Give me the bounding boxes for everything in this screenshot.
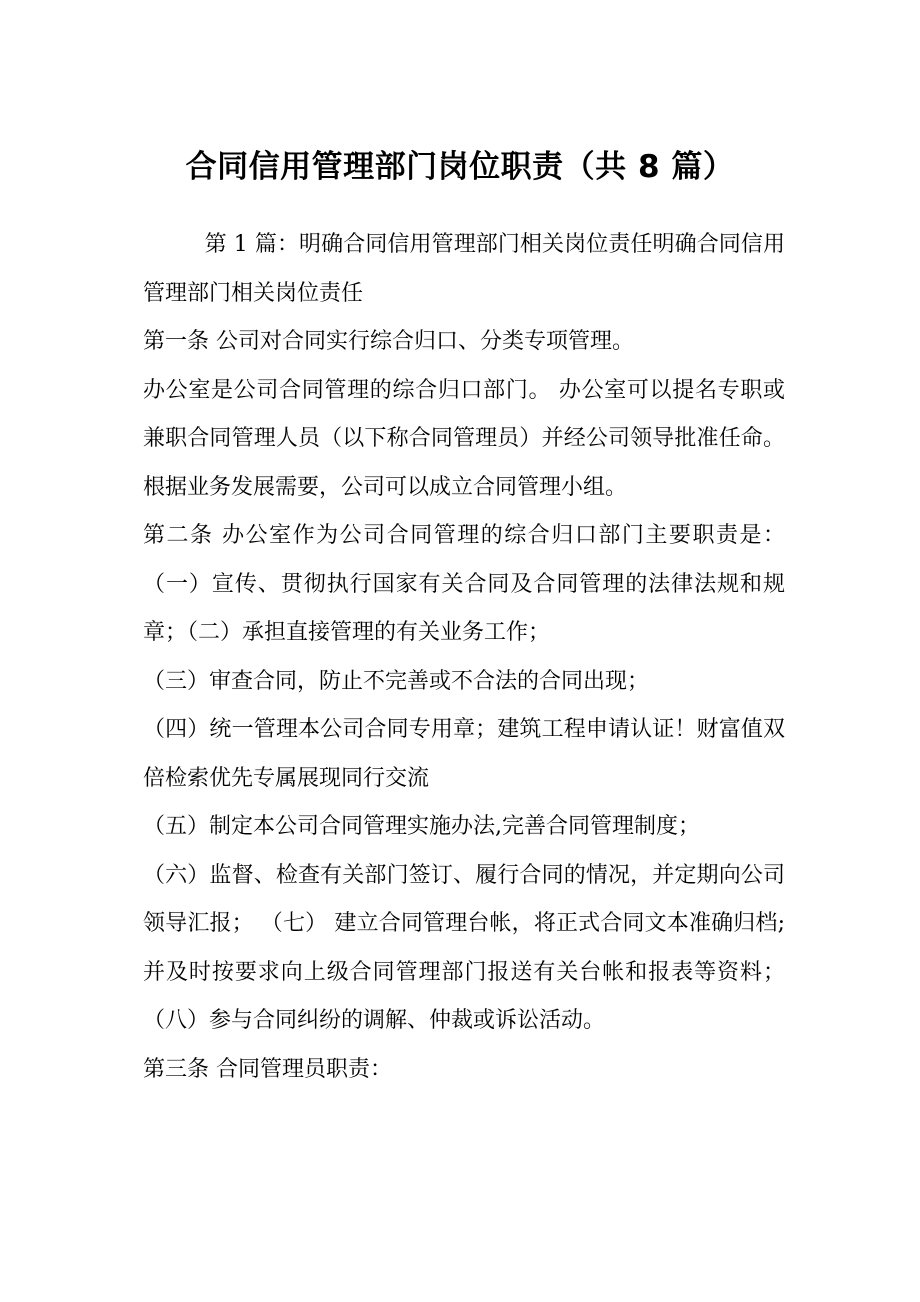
paragraph-article-1: 第一条 公司对合同实行综合归口、分类专项管理。 (143, 329, 634, 354)
paragraph-item-5: （五）制定本公司合同管理实施办法,完善合同管理制度； (143, 814, 700, 839)
paragraph-chapter-1: 第 1 篇：明确合同信用管理部门相关岗位责任明确合同信用管理部门相关岗位责任 (143, 232, 785, 306)
paragraph-item-4: （四）统一管理本公司合同专用章；建筑工程申请认证！财富值双倍检索优先专属展现同行交流 (143, 717, 785, 791)
paragraph-items-6-8: （六）监督、检查有关部门签订、履行合同的情况，并定期向公司领导汇报； （七） 建立合同管理台帐，将正式合同文本准确归档;并及时按要求向上级合同管理部门报送有关台帐和报表等资料；（八）参与合同纠纷的调解、仲裁或诉讼活动。 (143, 862, 785, 1033)
paragraph-article-3: 第三条 合同管理员职责： (143, 1056, 392, 1082)
document-title: 合同信用管理部门岗位职责（共 8 篇） (185, 149, 735, 185)
paragraph-article-2: 第二条 办公室作为公司合同管理的综合归口部门主要职责是： （一）宣传、贯彻执行国家有关合同及合同管理的法律法规和规章；（二）承担直接管理的有关业务工作； (143, 523, 785, 645)
document-body (143, 221, 785, 1094)
paragraph-item-3: （三）审查合同，防止不完善或不合法的合同出现； (143, 668, 650, 694)
paragraph-office-role: 办公室是公司合同管理的综合归口部门。 办公室可以提名专职或兼职合同管理人员（以下称合同管理员）并经公司领导批准任命。 根据业务发展需要，公司可以成立合同管理小组。 (143, 377, 785, 500)
